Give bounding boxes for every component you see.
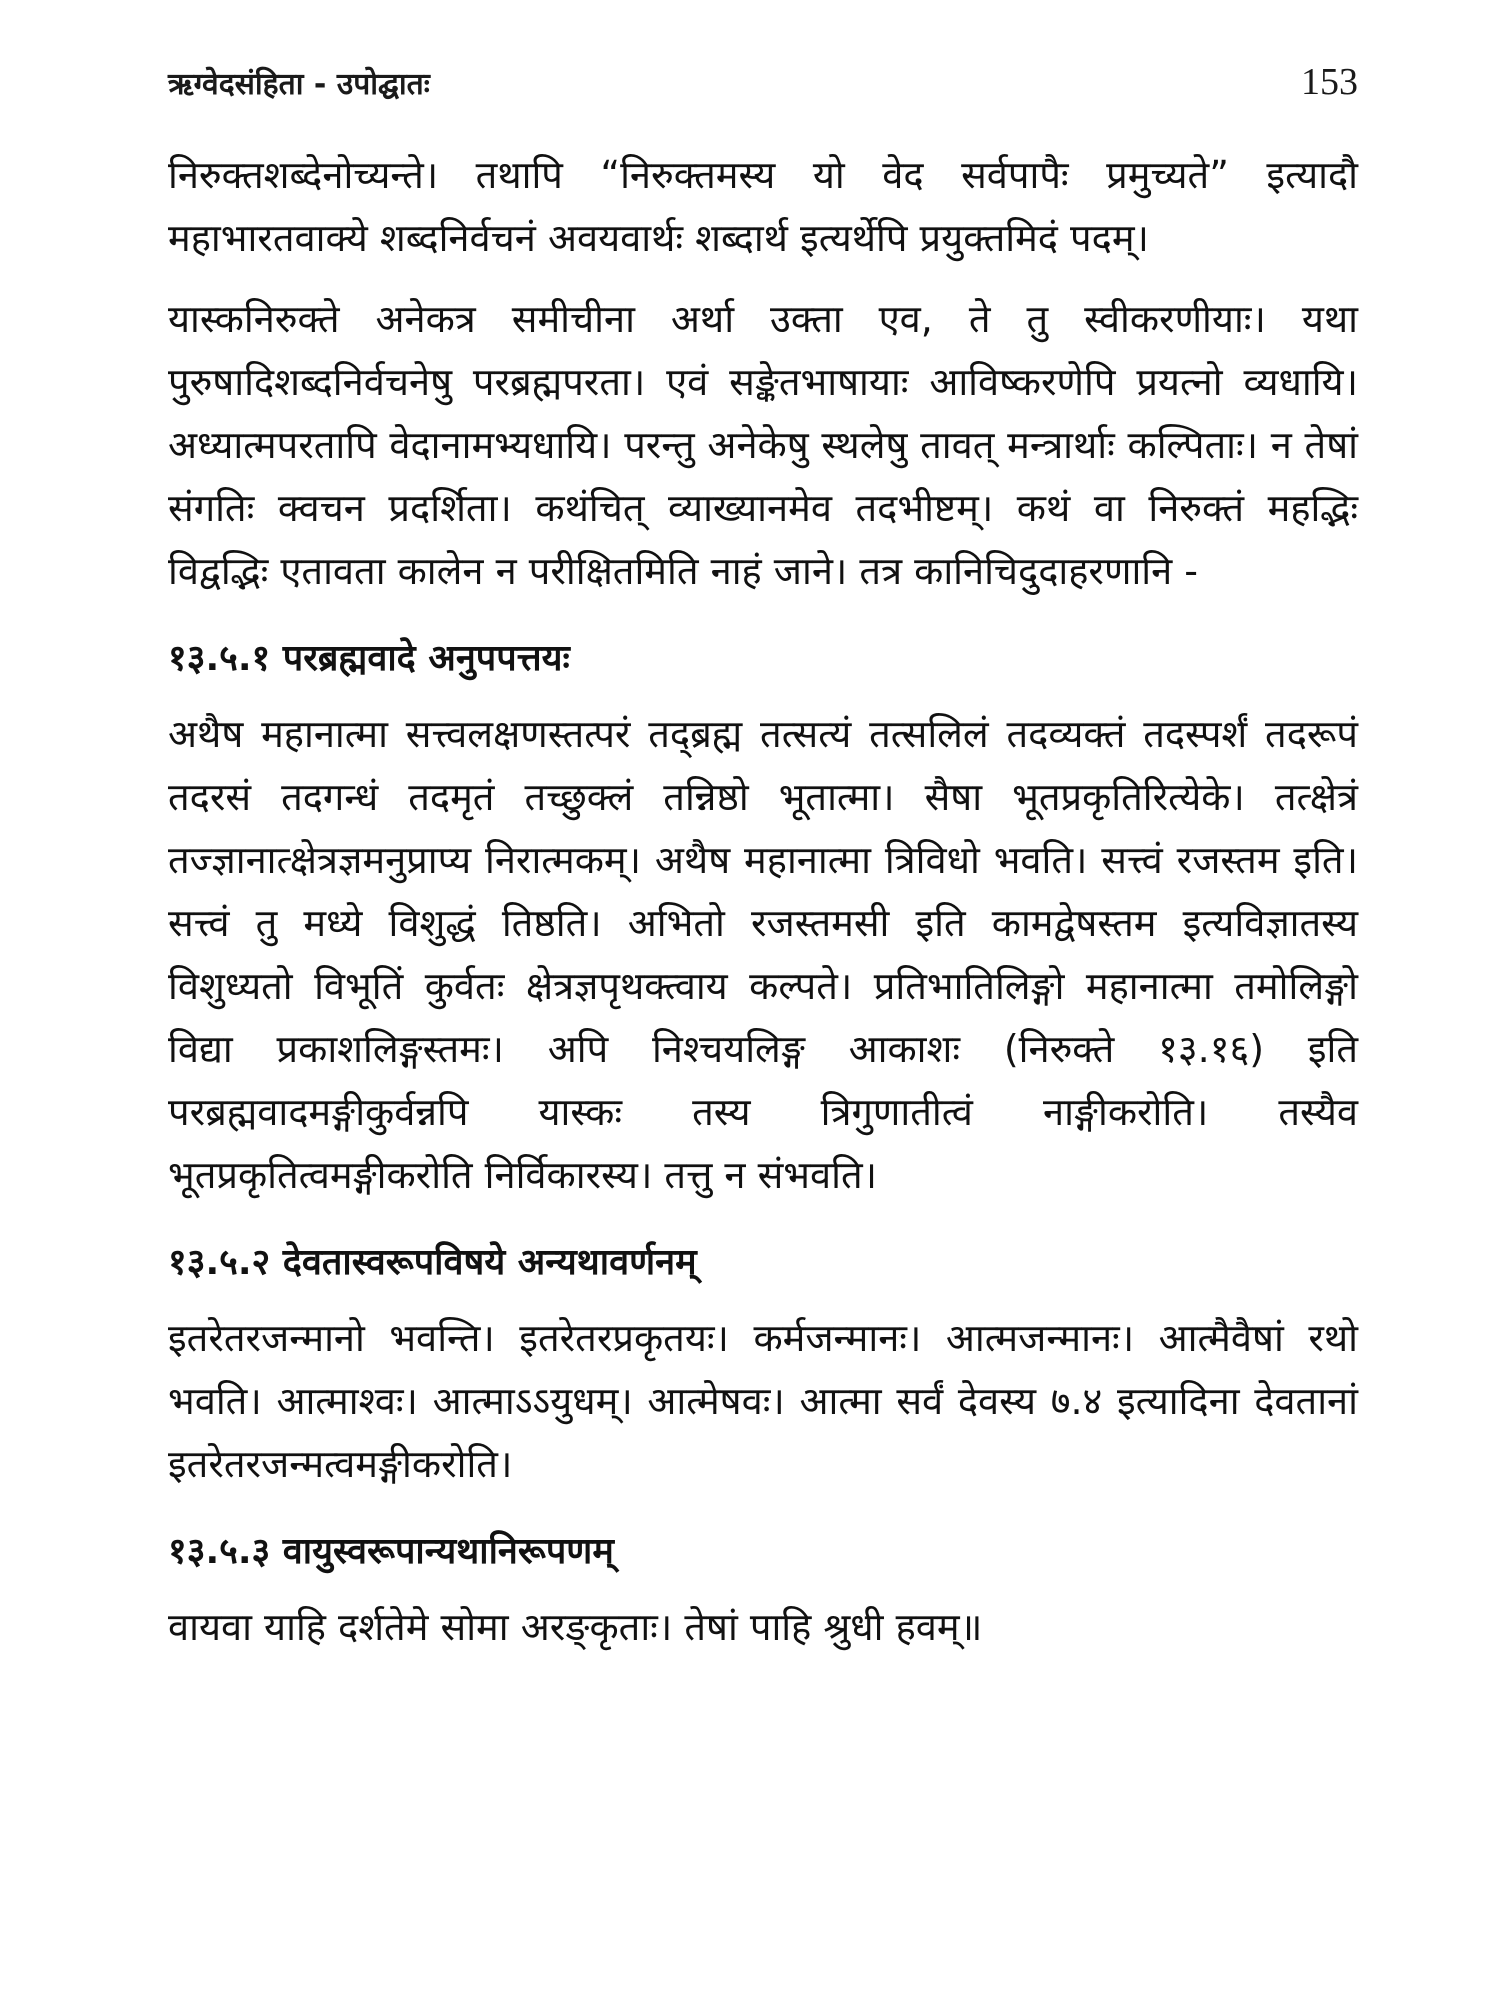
book-page: [168, 52, 1358, 1952]
section-13-5-3-paragraph: वायवा याहि दर्शतेमे सोमा अरङ्कृताः। तेषां पाहि श्रुधी हवम्॥: [168, 1605, 983, 1649]
section-heading-13-5-2: १३.५.२ देवतास्वरूपविषये अन्यथावर्णनम्: [168, 1242, 697, 1283]
running-title: ऋग्वेदसंहिता - उपोद्घातः: [168, 67, 430, 102]
paragraph-1: निरुक्तशब्देनोच्यन्ते। तथापि “निरुक्तमस्य यो वेद सर्वपापैः प्रमुच्यते” इत्यादौ महाभारतवाक्ये शब्दनिर्वचनं अवयवार्थः शब्दार्थ इत्यर्थेपि प्रयुक्तमिदं पदम्।: [168, 153, 1358, 260]
body-text: [168, 144, 1358, 1659]
paragraph-2: यास्कनिरुक्ते अनेकत्र समीचीना अर्था उक्ता एव, ते तु स्वीकरणीयाः। यथा पुरुषादिशब्दनिर्वचनेषु परब्रह्मपरता। एवं सङ्केतभाषायाः आविष्करणेपि प्रयत्नो व्यधायि। अध्यात्मपरतापि वेदानामभ्यधायि। परन्तु अनेकेषु स्थलेषु तावत् मन्त्रार्थाः कल्पिताः। न तेषां संगतिः क्वचन प्रदर्शिता। कथंचित् व्याख्यानमेव तदभीष्टम्। कथं वा निरुक्तं महद्भिः विद्वद्भिः एतावता कालेन न परीक्षितमिति नाहं जाने। तत्र कानिचिदुदाहरणानि -: [168, 297, 1358, 593]
page-number: 153: [1301, 61, 1358, 103]
section-13-5-1-paragraph: अथैष महानात्मा सत्त्वलक्षणस्तत्परं तद्ब्रह्म तत्सत्यं तत्सलिलं तदव्यक्तं तदस्पर्शं तदरूपं तदरसं तदगन्धं तदमृतं तच्छुक्लं तन्निष्ठो भूतात्मा। सैषा भूतप्रकृतिरित्येके। तत्क्षेत्रं तज्ज्ञानात्क्षेत्रज्ञमनुप्राप्य निरात्मकम्। अथैष महानात्मा त्रिविधो भवति। सत्त्वं रजस्तम इति। सत्त्वं तु मध्ये विशुद्धं तिष्ठति। अभितो रजस्तमसी इति कामद्वेषस्तम इत्यविज्ञातस्य विशुध्यतो विभूतिं कुर्वतः क्षेत्रज्ञपृथक्त्वाय कल्पते। प्रतिभातिलिङ्गो महानात्मा तमोलिङ्गो विद्या प्रकाशलिङ्गस्तमः। अपि निश्चयलिङ्ग आकाशः (निरुक्ते १३.१६) इति परब्रह्मवादमङ्गीकुर्वन्नपि यास्कः तस्य त्रिगुणातीत्वं नाङ्गीकरोति। तस्यैव भूतप्रकृतित्वमङ्गीकरोति निर्विकारस्य। तत्तु न संभवति।: [168, 712, 1358, 1197]
section-heading-13-5-1: १३.५.१ परब्रह्मवादे अनुपपत्तयः: [168, 638, 570, 679]
running-header: [168, 52, 1358, 122]
section-heading-13-5-3: १३.५.३ वायुस्वरूपान्यथानिरूपणम्: [168, 1531, 614, 1572]
section-13-5-2-paragraph: इतरेतरजन्मानो भवन्ति। इतरेतरप्रकृतयः। कर्मजन्मानः। आत्मजन्मानः। आत्मैवैषां रथो भवति। आत्माश्वः। आत्माऽऽयुधम्। आत्मेषवः। आत्मा सर्वं देवस्य ७.४ इत्यादिना देवतानां इतरेतरजन्मत्वमङ्गीकरोति।: [168, 1316, 1358, 1486]
